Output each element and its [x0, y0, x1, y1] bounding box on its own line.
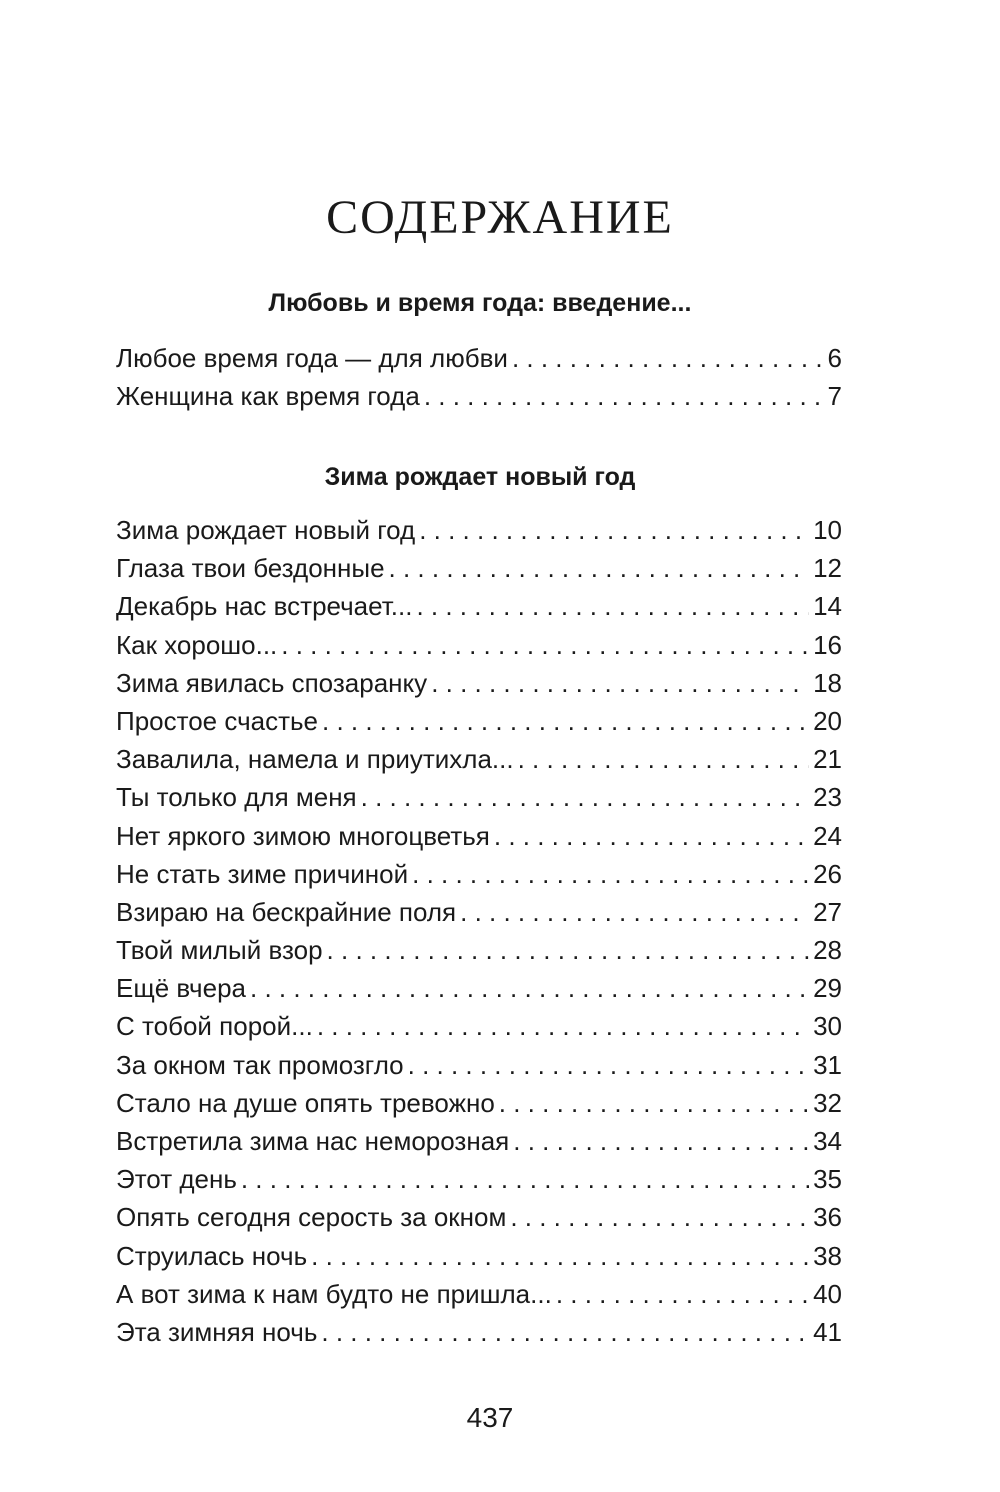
toc-entry-title: Любое время года — для любви	[116, 343, 508, 373]
toc-entry-page: 36	[813, 1202, 842, 1233]
toc-entry-title: Твой милый взор	[116, 935, 323, 966]
toc-entry-page: 35	[813, 1164, 842, 1195]
toc-list-introduction	[116, 339, 842, 415]
toc-entry	[116, 1313, 842, 1351]
toc-entry	[116, 1046, 842, 1084]
toc-entry	[116, 549, 842, 587]
dot-leader	[327, 931, 810, 969]
dot-leader	[510, 1198, 809, 1236]
dot-leader	[322, 702, 809, 740]
dot-leader	[412, 855, 809, 893]
toc-entry-title: Встретила зима нас неморозная	[116, 1126, 510, 1156]
toc-entry	[116, 587, 842, 625]
toc-entry	[116, 1237, 842, 1275]
toc-entry-title: Опять сегодня серость за окном	[116, 1202, 507, 1233]
toc-entry	[116, 969, 842, 1007]
toc-entry-page: 29	[813, 973, 842, 1004]
toc-list-winter	[116, 511, 842, 1351]
toc-entry-page: 38	[813, 1240, 842, 1271]
dot-leader	[241, 1160, 809, 1198]
dot-leader	[556, 1275, 809, 1313]
dot-leader	[408, 1046, 809, 1084]
toc-entry-page: 40	[813, 1278, 842, 1309]
toc-entry-page: 16	[813, 629, 842, 660]
toc-entry	[116, 702, 842, 740]
dot-leader	[317, 1007, 809, 1045]
page-number: 437	[466, 1402, 514, 1433]
toc-entry-page: 26	[813, 858, 842, 889]
toc-entry-title: Не стать зиме причиной	[116, 858, 409, 889]
toc-entry-title: Нет яркого зимою многоцветья	[116, 820, 490, 851]
toc-entry-page: 27	[813, 896, 842, 927]
toc-entry-page: 18	[813, 667, 842, 698]
toc-entry	[116, 339, 842, 377]
dot-leader	[250, 969, 809, 1007]
toc-entry-page: 32	[813, 1087, 842, 1118]
toc-entry	[116, 1084, 842, 1122]
toc-entry-title: Стало на душе опять тревожно	[116, 1087, 495, 1118]
toc-entry-page: 10	[813, 515, 842, 545]
toc-entry-page: 14	[813, 591, 842, 622]
toc-entry-page: 21	[813, 744, 842, 775]
toc-entry	[116, 817, 842, 855]
toc-entry-title: Глаза твои бездонные	[116, 553, 385, 584]
toc-entry	[116, 664, 842, 702]
toc-entry	[116, 778, 842, 816]
toc-entry-title: Ты только для меня	[116, 782, 357, 813]
toc-entry-page: 20	[813, 705, 842, 736]
toc-entry-page: 31	[813, 1049, 842, 1080]
dot-leader	[513, 1122, 809, 1160]
toc-entry-title: За окном так промозгло	[116, 1049, 404, 1080]
dot-leader	[431, 664, 809, 702]
toc-entry	[116, 740, 842, 778]
dot-leader	[460, 893, 809, 931]
toc-entry	[116, 511, 842, 549]
toc-entry	[116, 855, 842, 893]
toc-entry-page: 41	[813, 1316, 842, 1347]
toc-entry-page: 30	[813, 1011, 842, 1042]
toc-entry-page: 28	[813, 935, 842, 966]
dot-leader	[321, 1313, 809, 1351]
dot-leader	[419, 511, 809, 549]
toc-entry-page: 7	[827, 381, 842, 412]
toc-entry	[116, 931, 842, 969]
toc-entry-title: Простое счастье	[116, 705, 318, 736]
toc-entry-title: Завалила, намела и приутихла...	[116, 744, 514, 775]
toc-entry-title: Декабрь нас встречает...	[116, 591, 413, 622]
toc-entry-title: Этот день	[116, 1164, 237, 1195]
toc-entry	[116, 1275, 842, 1313]
dot-leader	[499, 1084, 809, 1122]
toc-entry-title: А вот зима к нам будто не пришла...	[116, 1278, 552, 1309]
page-title: СОДЕРЖАНИЕ	[326, 191, 674, 244]
toc-entry	[116, 1122, 842, 1160]
dot-leader	[518, 740, 809, 778]
toc-entry	[116, 1007, 842, 1045]
dot-leader	[416, 587, 809, 625]
toc-entry-page: 12	[813, 553, 842, 584]
dot-leader	[512, 339, 824, 377]
toc-entry-title: С тобой порой...	[116, 1011, 313, 1042]
toc-entry	[116, 377, 842, 415]
dot-leader	[311, 1237, 809, 1275]
toc-entry-title: Эта зимняя ночь	[116, 1316, 318, 1347]
toc-entry-page: 6	[827, 343, 842, 373]
toc-entry	[116, 1198, 842, 1236]
section-heading-winter: Зима рождает новый год	[324, 463, 636, 491]
toc-entry-title: Зима рождает новый год	[116, 515, 416, 545]
toc-entry-title: Зима явилась спозаранку	[116, 667, 428, 698]
toc-entry-page: 24	[813, 820, 842, 851]
dot-leader	[361, 778, 809, 816]
toc-entry	[116, 626, 842, 664]
toc-entry-page: 34	[813, 1126, 842, 1156]
dot-leader	[424, 377, 824, 415]
toc-entry-title: Струилась ночь	[116, 1240, 308, 1271]
toc-entry	[116, 893, 842, 931]
toc-entry-page: 23	[813, 782, 842, 813]
toc-entry	[116, 1160, 842, 1198]
section-heading-introduction: Любовь и время года: введение...	[268, 289, 692, 317]
toc-entry-title: Ещё вчера	[116, 973, 246, 1004]
dot-leader	[494, 817, 809, 855]
dot-leader	[281, 626, 809, 664]
toc-entry-title: Женщина как время года	[116, 381, 420, 412]
toc-entry-title: Взираю на бескрайние поля	[116, 896, 457, 927]
dot-leader	[389, 549, 810, 587]
toc-entry-title: Как хорошо...	[116, 629, 278, 660]
